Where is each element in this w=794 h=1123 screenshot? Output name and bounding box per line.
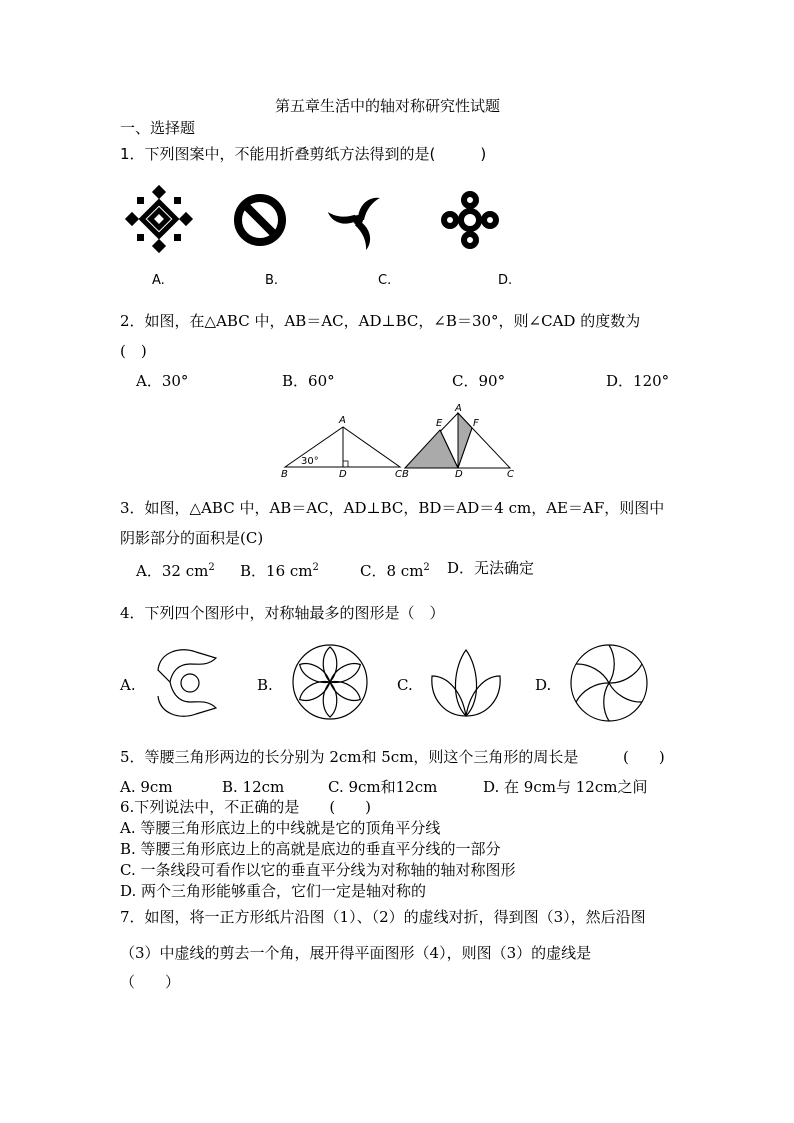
fig2-label-c: C <box>507 469 514 480</box>
q1-option-c: C. <box>378 273 392 288</box>
question-1-text: 1．下列图案中，不能用折叠剪纸方法得到的是( ) <box>120 145 487 163</box>
question-7-line-2: （3）中虚线的剪去一个角，展开得平面图形（4），则图（3）的虚线是 <box>120 944 592 962</box>
q4-option-d: D. <box>535 676 552 694</box>
q1-figure-d-flower-icon <box>440 190 500 250</box>
q1-figure-c-swirl-icon <box>328 190 388 250</box>
question-7-line-3: （ ） <box>120 973 181 991</box>
q5-option-c: C. 9cm和12cm <box>328 778 438 796</box>
page-title: 第五章生活中的轴对称研究性试题 <box>275 97 501 115</box>
q6-option-c: C. 一条线段可看作以它的垂直平分线为对称轴的轴对称图形 <box>120 861 516 879</box>
q1-option-b: B. <box>265 273 279 288</box>
q2-triangle-figure <box>280 420 405 470</box>
q1-figure-a-knot-icon <box>125 185 193 253</box>
q4-option-c: C. <box>397 676 413 694</box>
q1-option-d: D. <box>498 273 513 288</box>
fig1-label-b: B <box>281 469 288 480</box>
q4-figure-c-lotus-icon <box>428 646 504 718</box>
fig1-angle-label: 30° <box>301 456 319 467</box>
fig2-label-a: A <box>455 403 462 414</box>
q6-option-b: B. 等腰三角形底边上的高就是底边的垂直平分线的一部分 <box>120 840 501 858</box>
q4-figure-a-crescent-icon <box>150 642 222 722</box>
fig1-label-d: D <box>339 469 347 480</box>
q1-option-a: A. <box>152 273 165 288</box>
q3-option-b: B．16 $cm^2$ <box>240 562 319 580</box>
question-5-paren: ( ) <box>623 748 665 766</box>
question-2-text: 2．如图，在△ABC 中，AB＝AC，AD⊥BC，∠B＝30°，则∠CAD 的度数为 <box>120 312 641 330</box>
q2-option-b: B．60° <box>282 372 335 390</box>
section-heading: 一、选择题 <box>120 119 196 137</box>
question-2-paren: ( ) <box>120 342 147 360</box>
q5-option-d: D. 在 9cm与 12cm之间 <box>483 778 648 796</box>
q5-option-a: A. 9cm <box>120 778 173 796</box>
fig2-label-b: B <box>402 469 409 480</box>
q4-figure-d-pinwheel-icon <box>568 642 650 724</box>
question-5-text: 5．等腰三角形两边的长分别为 2cm和 5cm，则这个三角形的周长是 <box>120 748 579 766</box>
q2-option-d: D．120° <box>606 372 670 390</box>
fig1-label-a: A <box>339 415 346 426</box>
q3-option-d: D．无法确定 <box>447 559 535 577</box>
q2-option-a: A．30° <box>136 372 189 390</box>
question-4-text: 4．下列四个图形中，对称轴最多的图形是（ ） <box>120 604 445 622</box>
question-6-text: 6.下列说法中，不正确的是 ( ) <box>120 798 372 816</box>
q4-figure-b-six-petal-icon <box>290 642 370 722</box>
q4-option-b: B. <box>257 676 273 694</box>
q6-option-d: D. 两个三角形能够重合，它们一定是轴对称的 <box>120 882 427 900</box>
fig2-label-f: F <box>473 418 479 429</box>
q3-option-c: C．8 $cm^2$ <box>360 562 430 580</box>
q3-option-a: A．32 $cm^2$ <box>136 562 215 580</box>
q1-figure-b-prohibited-icon <box>233 193 287 247</box>
q5-option-b: B. 12cm <box>222 778 285 796</box>
fig2-label-d: D <box>455 469 463 480</box>
fig1-label-c: C <box>395 469 402 480</box>
q4-option-a: A. <box>120 676 136 694</box>
question-7-line-1: 7．如图，将一正方形纸片沿图（1）、（2）的虚线对折，得到图（3），然后沿图 <box>120 908 646 926</box>
q2-option-c: C．90° <box>452 372 506 390</box>
q3-shaded-triangle-figure <box>400 408 515 470</box>
question-3-line-2: 阴影部分的面积是(C) <box>120 529 264 547</box>
q6-option-a: A. 等腰三角形底边上的中线就是它的顶角平分线 <box>120 819 441 837</box>
fig2-label-e: E <box>436 418 443 429</box>
question-3-line-1: 3．如图，△ABC 中，AB＝AC，AD⊥BC，BD＝AD＝4 cm，AE＝AF，则图中 <box>120 499 665 517</box>
